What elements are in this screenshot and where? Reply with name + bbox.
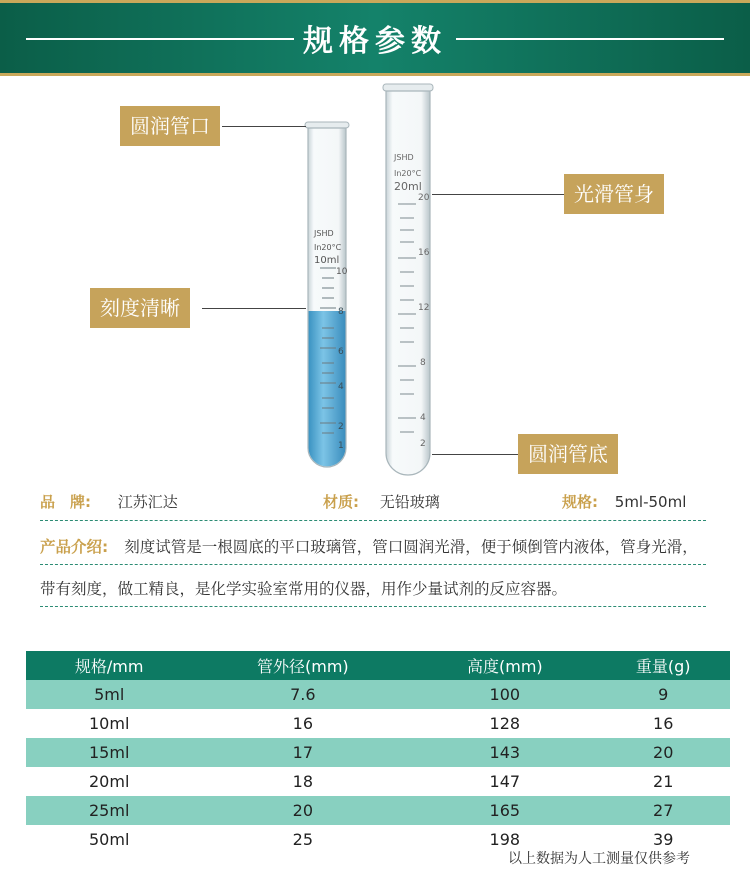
tick-label: 8 [420, 358, 426, 368]
brand-mark-large: JSHD [394, 153, 414, 162]
table-cell: 147 [489, 772, 521, 791]
leader-line-bottom [432, 454, 518, 455]
callout-smooth-body: 光滑管身 [564, 174, 664, 214]
table-row [26, 796, 730, 825]
dashed-divider [40, 564, 706, 565]
dashed-divider [40, 520, 706, 521]
brand-info [40, 491, 178, 512]
table-cell: 21 [653, 772, 674, 791]
callout-clear-scale: 刻度清晰 [90, 288, 190, 328]
table-cell: 128 [489, 714, 521, 733]
tick-label: 2 [338, 422, 344, 432]
gold-trim-top [0, 0, 750, 3]
table-cell: 143 [413, 738, 596, 767]
table-cell: 198 [489, 830, 521, 849]
material-info [323, 491, 440, 512]
table-cell: 20 [596, 738, 730, 767]
table-cell: 25ml [26, 796, 192, 825]
tick-label: 2 [420, 439, 426, 449]
product-intro [40, 526, 710, 610]
column-header: 重量(g) [596, 651, 730, 680]
table-cell: 100 [413, 680, 596, 709]
dashed-divider [40, 606, 706, 607]
callout-round-bottom: 圆润管底 [518, 434, 618, 474]
material-label: 材质: [323, 493, 359, 511]
spec-table [26, 651, 730, 854]
table-cell: 39 [653, 830, 674, 849]
footnote: 以上数据为人工测量仅供参考 [508, 851, 690, 867]
table-cell: 20ml [89, 772, 130, 791]
volume-mark-large: 20ml [394, 180, 422, 193]
table-cell: 16 [292, 714, 314, 733]
table-row [26, 709, 730, 738]
table-cell: 15ml [26, 738, 192, 767]
spec-info [562, 491, 686, 512]
brand-label: 品 牌: [40, 493, 91, 511]
temp-mark-large: In20°C [394, 169, 422, 178]
table-cell: 7.6 [192, 680, 413, 709]
tick-label: 4 [338, 382, 344, 392]
brand-value: 江苏汇达 [117, 493, 178, 511]
table-cell: 16 [653, 714, 674, 733]
tick-label: 12 [418, 303, 430, 313]
tick-label: 20 [418, 193, 430, 203]
tube-10ml [305, 122, 349, 467]
spec-label: 规格: [562, 493, 598, 511]
callout-rim: 圆润管口 [120, 106, 220, 146]
leader-line-scale [202, 308, 306, 309]
tick-label: 10 [336, 267, 348, 277]
header-banner [0, 0, 750, 76]
table-cell: 17 [192, 738, 413, 767]
volume-mark-small: 10ml [314, 255, 340, 266]
test-tubes-illustration [290, 78, 470, 478]
table-cell: 165 [413, 796, 596, 825]
brand-mark-small: JSHD [314, 229, 334, 238]
table-header-row [26, 651, 730, 680]
column-header: 管外径(mm) [192, 651, 413, 680]
material-value: 无铅玻璃 [379, 493, 440, 511]
table-cell: 25 [292, 830, 314, 849]
table-cell: 50ml [89, 830, 130, 849]
table-cell: 10ml [89, 714, 130, 733]
tick-label: 8 [338, 307, 344, 317]
table-cell: 20 [192, 796, 413, 825]
tube-20ml [383, 84, 433, 475]
column-header: 高度(mm) [413, 651, 596, 680]
table-row [26, 738, 730, 767]
temp-mark-small: In20°C [314, 243, 342, 252]
table-cell: 9 [596, 680, 730, 709]
table-cell: 5ml [26, 680, 192, 709]
column-header: 规格/mm [26, 651, 192, 680]
leader-line-rim [222, 126, 306, 127]
table-cell: 18 [292, 772, 314, 791]
tick-label: 1 [338, 441, 344, 451]
leader-line-body [432, 194, 564, 195]
gold-trim-bottom [0, 73, 750, 76]
table-row [26, 680, 730, 709]
tick-label: 6 [338, 347, 344, 357]
table-cell: 27 [596, 796, 730, 825]
intro-label: 产品介绍: [40, 538, 109, 556]
title-rule-right [456, 38, 724, 40]
spec-value: 5ml-50ml [614, 493, 687, 511]
intro-text: 刻度试管是一根圆底的平口玻璃管，管口圆润光滑，便于倾倒管内液体，管身光滑，带有刻度，做工精良，是化学实验室常用的仪器，用作少量试剂的反应容器。 [40, 538, 698, 598]
tick-label: 16 [418, 248, 430, 258]
page-title: 规格参数 [303, 24, 447, 59]
tick-label: 4 [420, 413, 426, 423]
table-row [26, 767, 730, 796]
